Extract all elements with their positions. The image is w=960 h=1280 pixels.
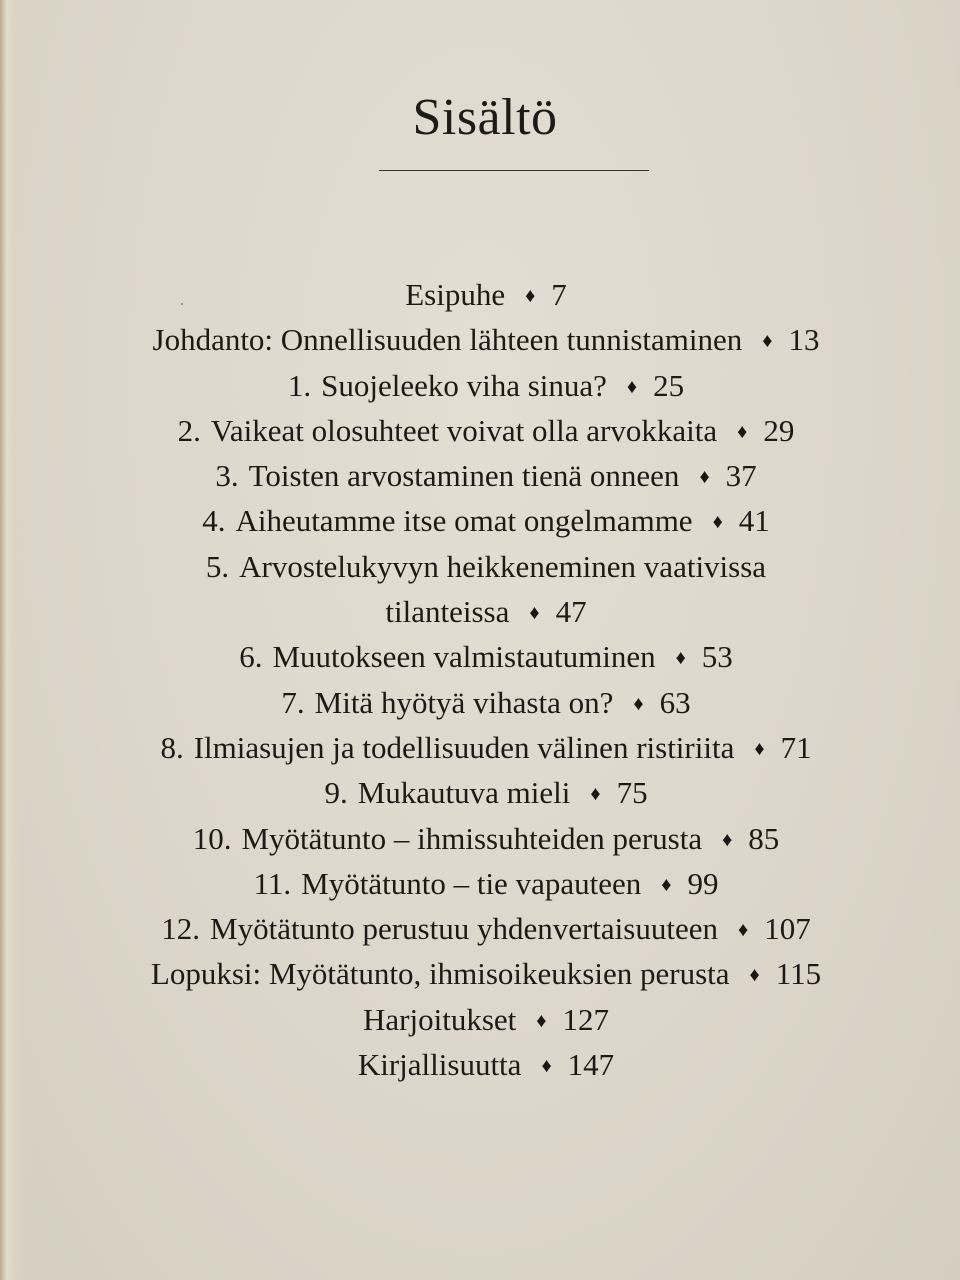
diamond-separator-icon: ♦ xyxy=(699,466,710,489)
toc-entry-title: Toisten arvostaminen tienä onneen xyxy=(248,458,680,494)
page-title: Sisältö xyxy=(412,89,558,146)
diamond-separator-icon: ♦ xyxy=(754,737,765,760)
toc-entry-chapter-3 xyxy=(0,453,960,498)
toc-entry-title: Myötätunto perustuu yhdenvertaisuuteen xyxy=(210,911,718,947)
toc-entry-harjoitukset xyxy=(0,997,960,1042)
toc-entry-title: Ilmiasujen ja todellisuuden välinen ristiriita xyxy=(193,729,735,765)
toc-entry-number: 7. xyxy=(281,684,305,720)
toc-entry-page: 115 xyxy=(775,956,822,992)
diamond-separator-icon: ♦ xyxy=(536,1009,547,1032)
toc-entry-title: Mukautuva mieli xyxy=(357,775,571,811)
toc-entry-title: Kirjallisuutta xyxy=(357,1047,522,1083)
toc-entry-number: 12. xyxy=(161,911,201,947)
toc-entry-page: 63 xyxy=(659,684,691,720)
toc-entry-title: Esipuhe xyxy=(405,277,506,312)
toc-entry-title: Aiheutamme itse omat ongelmamme xyxy=(235,503,693,539)
toc-entry-title: Johdanto: Onnellisuuden lähteen tunnistaminen xyxy=(152,322,743,358)
toc-entry-chapter-7 xyxy=(0,680,960,725)
table-of-contents xyxy=(0,272,960,1087)
diamond-separator-icon: ♦ xyxy=(626,375,638,398)
diamond-separator-icon: ♦ xyxy=(590,783,601,806)
toc-entry-chapter-10 xyxy=(0,816,960,861)
toc-entry-title: Lopuksi: Myötätunto, ihmisoikeuksien perusta xyxy=(150,956,730,992)
toc-entry-page: 85 xyxy=(748,820,780,856)
toc-entry-title: Mitä hyötyä vihasta on? xyxy=(314,684,614,720)
toc-entry-chapter-11 xyxy=(0,861,960,906)
toc-entry-number: 4. xyxy=(202,503,226,539)
toc-entry-page: 47 xyxy=(555,594,587,630)
diamond-separator-icon: ♦ xyxy=(661,873,672,896)
toc-entry-esipuhe xyxy=(0,272,960,317)
toc-entry-page: 127 xyxy=(562,1001,609,1037)
diamond-separator-icon: ♦ xyxy=(749,964,760,987)
toc-entry-chapter-5 xyxy=(0,544,960,589)
toc-entry-page: 25 xyxy=(653,367,685,403)
toc-entry-kirjallisuutta xyxy=(0,1042,960,1087)
diamond-separator-icon: ♦ xyxy=(529,602,540,625)
toc-entry-number: 9. xyxy=(324,775,348,811)
toc-entry-title: Vaikeat olosuhteet voivat olla arvokkaita xyxy=(210,412,718,448)
toc-entry-chapter-9 xyxy=(0,770,960,815)
toc-entry-chapter-1 xyxy=(0,363,960,408)
toc-entry-page: 53 xyxy=(701,639,733,675)
diamond-separator-icon: ♦ xyxy=(712,511,723,534)
toc-entry-number: 6. xyxy=(239,639,263,675)
toc-entry-chapter-8 xyxy=(0,725,960,770)
toc-entry-title: Arvostelukyvyn heikkeneminen vaativissa xyxy=(239,548,767,584)
toc-entry-page: 99 xyxy=(687,865,719,901)
toc-entry-page: 13 xyxy=(788,322,820,358)
toc-entry-chapter-2 xyxy=(0,408,960,453)
diamond-separator-icon: ♦ xyxy=(541,1055,552,1078)
toc-entry-number: 5. xyxy=(205,548,230,584)
diamond-separator-icon: ♦ xyxy=(737,420,748,443)
toc-entry-number: 1. xyxy=(287,367,312,403)
toc-entry-number: 2. xyxy=(177,412,201,448)
toc-entry-johdanto xyxy=(0,317,960,362)
toc-entry-page: 37 xyxy=(725,458,757,494)
toc-entry-chapter-5-continuation xyxy=(0,589,960,634)
toc-entry-number: 8. xyxy=(160,729,184,765)
title-divider xyxy=(379,170,649,171)
diamond-separator-icon: ♦ xyxy=(762,330,773,353)
toc-entry-page: 75 xyxy=(616,775,648,811)
toc-entry-page: 29 xyxy=(763,412,795,448)
toc-entry-title: Suojeleeko viha sinua? xyxy=(321,367,607,403)
toc-entry-chapter-4 xyxy=(0,498,960,543)
diamond-separator-icon: ♦ xyxy=(633,692,644,715)
toc-entry-chapter-6 xyxy=(0,634,960,679)
toc-entry-number: 3. xyxy=(215,458,239,494)
toc-entry-number: 11. xyxy=(253,865,292,901)
toc-entry-page: 71 xyxy=(780,729,812,765)
toc-entry-page: 107 xyxy=(764,911,811,947)
toc-entry-title-continuation: tilanteissa xyxy=(385,594,510,630)
toc-entry-title: Muutokseen valmistautuminen xyxy=(272,639,656,675)
toc-entry-page: 7 xyxy=(551,277,567,312)
toc-entry-title: Harjoitukset xyxy=(363,1001,517,1037)
diamond-separator-icon: ♦ xyxy=(722,828,733,851)
toc-entry-lopuksi xyxy=(0,951,960,996)
toc-entry-chapter-12 xyxy=(0,906,960,951)
diamond-separator-icon: ♦ xyxy=(525,285,536,307)
diamond-separator-icon: ♦ xyxy=(737,919,749,942)
toc-entry-title: Myötätunto – tie vapauteen xyxy=(301,865,642,901)
diamond-separator-icon: ♦ xyxy=(675,647,686,670)
toc-entry-number: 10. xyxy=(192,820,232,856)
toc-entry-title: Myötätunto – ihmissuhteiden perusta xyxy=(241,820,703,856)
toc-entry-page: 147 xyxy=(567,1047,615,1083)
toc-entry-page: 41 xyxy=(738,503,770,539)
